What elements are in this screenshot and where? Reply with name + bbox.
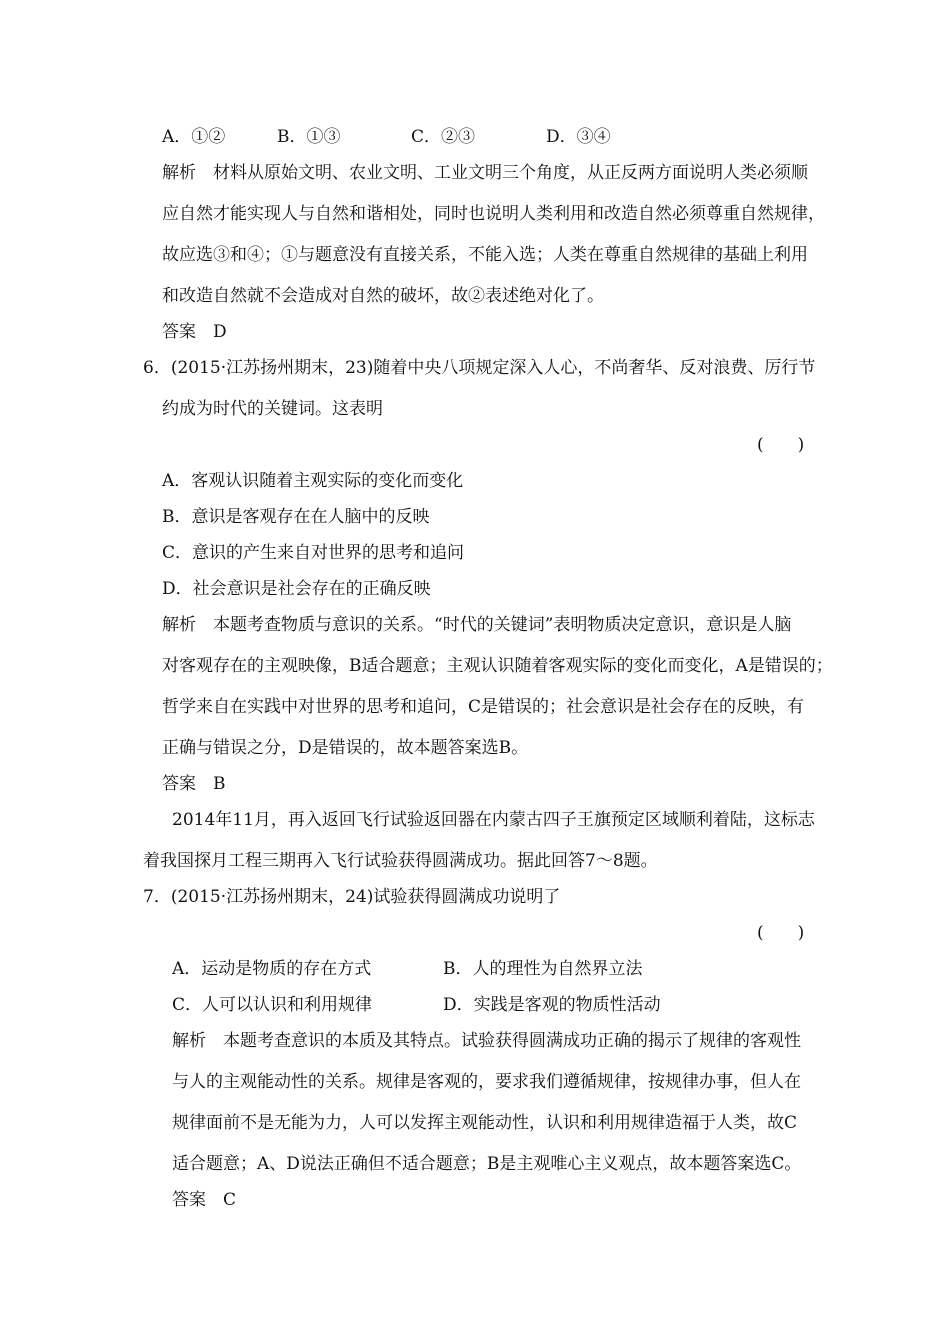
analysis-line: 解析 本题考查意识的本质及其特点。试验获得圆满成功正确的揭示了规律的客观性 (172, 1031, 801, 1051)
q7-option-b: B．人的理性为自然界立法 (443, 959, 643, 979)
q5-option-b: B．①③ (277, 127, 341, 147)
question-stem-line: 6．(2015·江苏扬州期末，23)随着中央八项规定深入人心，不尚奢华、反对浪费、厉行节 (143, 358, 816, 378)
q7-option-a: A．运动是物质的存在方式 (172, 959, 372, 979)
analysis-line: 对客观存在的主观映像，B适合题意；主观认识随着客观实际的变化而变化，A是错误的； (162, 656, 833, 676)
q7-answer: 答案 C (172, 1190, 237, 1210)
analysis-line: 适合题意；A、D说法正确但不适合题意；B是主观唯心主义观点，故本题答案选C。 (172, 1154, 802, 1174)
analysis-line: 和改造自然就不会造成对自然的破坏，故②表述绝对化了。 (162, 286, 604, 306)
q6-option-d: D．社会意识是社会存在的正确反映 (162, 579, 431, 599)
q5-option-c: C．②③ (411, 127, 476, 147)
q6-option-b: B．意识是客观存在在人脑中的反映 (162, 507, 430, 527)
analysis-line: 应自然才能实现人与自然和谐相处，同时也说明人类利用和改造自然必须尊重自然规律， (162, 204, 825, 224)
analysis-line: 规律面前不是无能为力，人可以发挥主观能动性，认识和利用规律造福于人类，故C (172, 1113, 798, 1133)
material-line: 2014年11月，再入返回飞行试验返回器在内蒙古四子王旗预定区域顺利着陆，这标志 (172, 810, 815, 830)
q5-answer: 答案 D (162, 322, 227, 342)
q7-option-c: C．人可以认识和利用规律 (172, 995, 373, 1015)
q7-stem: 7．(2015·江苏扬州期末，24)试验获得圆满成功说明了 (143, 887, 561, 907)
analysis-line: 故应选③和④；①与题意没有直接关系，不能入选；人类在尊重自然规律的基础上利用 (162, 245, 808, 265)
q7-answer-bracket: ( ) (757, 923, 805, 943)
q6-option-a: A．客观认识随着主观实际的变化而变化 (162, 471, 464, 491)
q6-answer-bracket: ( ) (757, 435, 805, 455)
q6-option-c: C．意识的产生来自对世界的思考和追问 (162, 543, 465, 563)
q5-option-d: D．③④ (546, 127, 611, 147)
q7-option-d: D．实践是客观的物质性活动 (443, 995, 661, 1015)
analysis-line: 哲学来自在实践中对世界的思考和追问，C是错误的；社会意识是社会存在的反映，有 (162, 697, 805, 717)
analysis-line: 正确与错误之分，D是错误的，故本题答案选B。 (162, 738, 529, 758)
q6-answer: 答案 B (162, 774, 226, 794)
material-line: 着我国探月工程三期再入飞行试验获得圆满成功。据此回答7～8题。 (143, 851, 658, 871)
question-stem-line: 约成为时代的关键词。这表明 (162, 399, 383, 419)
analysis-line: 解析 本题考查物质与意识的关系。“时代的关键词”表明物质决定意识，意识是人脑 (162, 615, 792, 635)
analysis-line: 解析 材料从原始文明、农业文明、工业文明三个角度，从正反两方面说明人类必须顺 (162, 163, 808, 183)
q5-option-a: A．①② (162, 127, 226, 147)
analysis-line: 与人的主观能动性的关系。规律是客观的，要求我们遵循规律，按规律办事，但人在 (172, 1072, 801, 1092)
